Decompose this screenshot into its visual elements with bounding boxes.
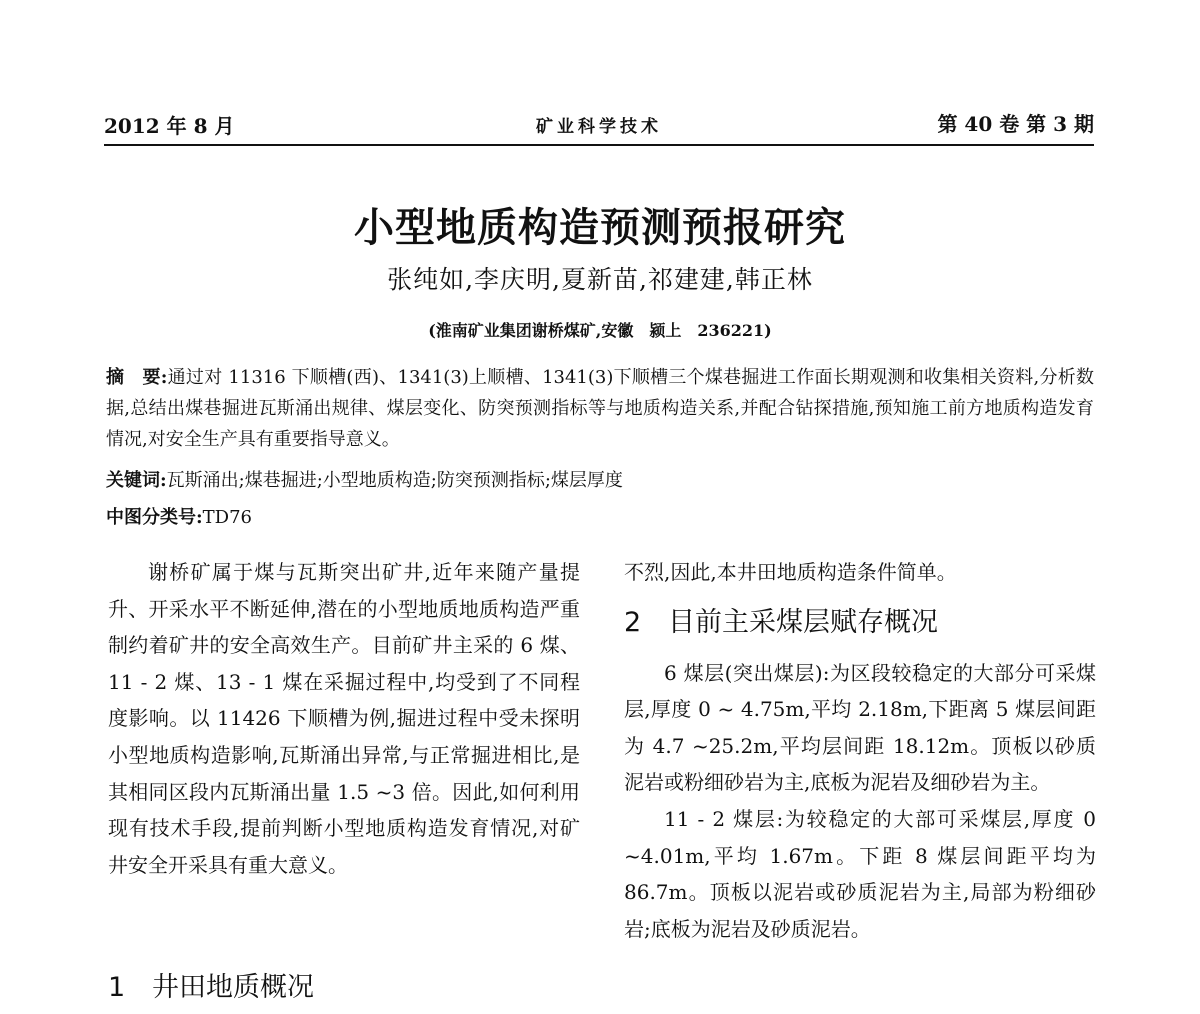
section-1-heading (108, 962, 314, 1014)
abstract (106, 362, 1094, 455)
section-2-number: 2 (624, 606, 642, 638)
header-journal: 矿业科学技术 (536, 117, 662, 137)
author-list: 张纯如,李庆明,夏新苗,祁建建,韩正林 (387, 265, 813, 294)
section-2-title: 目前主采煤层赋存概况 (668, 606, 938, 638)
classification-text: TD76 (202, 507, 252, 528)
coal-seam-6-paragraph: 6 煤层(突出煤层):为区段较稳定的大部分可采煤层,厚度 0 ~ 4.75m,平均 2.18m,下距离 5 煤层间距为 4.7 ~25.2m,平均层间距 18.12m。顶板以砂质泥岩或粉细砂岩为主,底板为泥岩及细砂岩为主。 (624, 660, 1096, 795)
affiliation: (淮南矿业集团谢桥煤矿,安徽 颍上 236221) (428, 321, 772, 340)
left-column (108, 554, 580, 883)
section-1-number: 1 (108, 972, 126, 1003)
header-rule (104, 144, 1094, 146)
section-2-heading (624, 597, 1096, 649)
keywords-text: 瓦斯涌出;煤巷掘进;小型地质构造;防突预测指标;煤层厚度 (166, 470, 623, 491)
abstract-label: 摘 要: (106, 367, 168, 388)
header-issue: 第 40 卷 第 3 期 (937, 112, 1094, 136)
header-date: 2012 年 8 月 (104, 114, 235, 138)
classification-label: 中图分类号: (106, 507, 203, 528)
section-1-title: 井田地质概况 (152, 972, 314, 1003)
running-header (104, 106, 1094, 140)
keywords-label: 关键词: (106, 470, 167, 491)
keywords (106, 465, 1094, 496)
abstract-text: 通过对 11316 下顺槽(西)、1341(3)上顺槽、1341(3)下顺槽三个煤巷掘进工作面长期观测和收集相关资料,分析数据,总结出煤巷掘进瓦斯涌出规律、煤层变化、防突预测指标等与地质构造关系,并配合钻探措施,预知施工前方地质构造发育情况,对安全生产具有重要指导意义。 (106, 367, 1094, 450)
classification (106, 502, 1094, 533)
continued-paragraph: 不烈,因此,本井田地质构造条件简单。 (624, 560, 957, 584)
intro-paragraph: 谢桥矿属于煤与瓦斯突出矿井,近年来随产量提升、开采水平不断延伸,潜在的小型地质地质构造严重制约着矿井的安全高效生产。目前矿井主采的 6 煤、11 - 2 煤、13 - 1 煤在采掘过程中,均受到了不同程度影响。以 11426 下顺槽为例,掘进过程中受未探明小型地质构造影响,瓦斯涌出异常,与正常掘进相比,是其相同区段内瓦斯涌出量 1.5 ~3 倍。因此,如何利用现有技术手段,提前判断小型地质构造发育情况,对矿井安全开采具有重大意义。 (108, 560, 580, 877)
coal-seam-11-2-paragraph: 11 - 2 煤层:为较稳定的大部可采煤层,厚度 0 ~4.01m,平均 1.67m。下距 8 煤层间距平均为 86.7m。顶板以泥岩或砂质泥岩为主,局部为粉细砂岩;底板为泥岩及砂质泥岩。 (624, 806, 1096, 941)
right-column (624, 554, 1096, 947)
paper-title: 小型地质构造预测预报研究 (354, 204, 846, 251)
